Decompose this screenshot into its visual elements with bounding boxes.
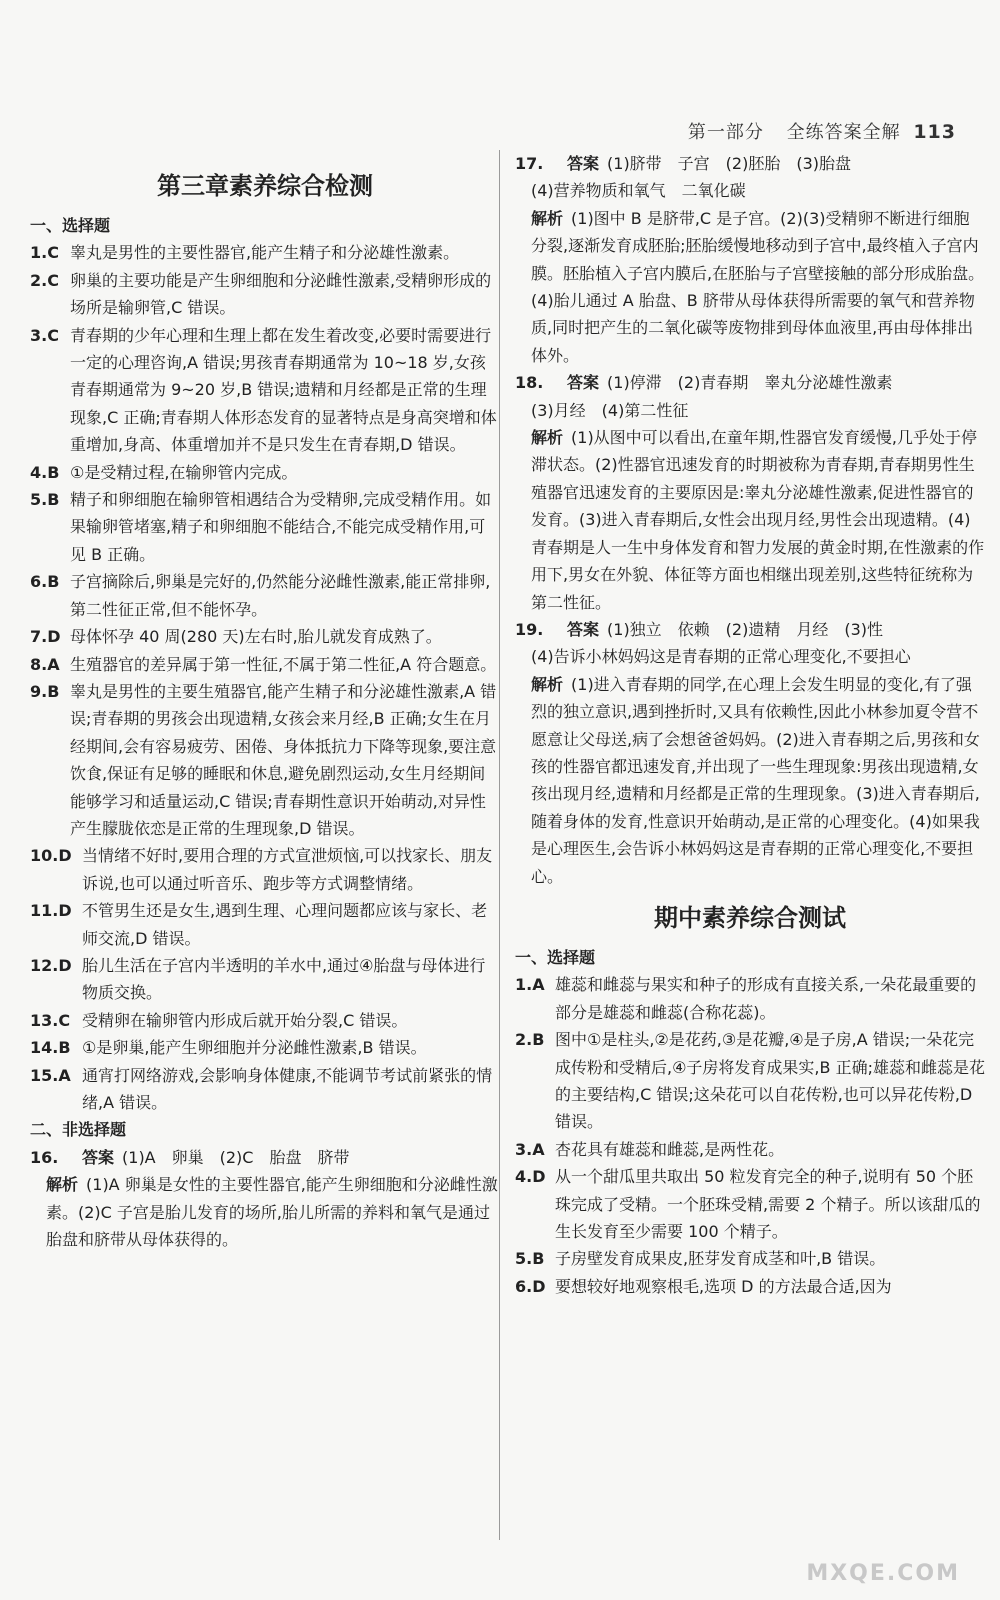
answer-continuation: (4)营养物质和氧气 二氧化碳	[531, 181, 746, 201]
section-heading-nonchoice: 二、非选择题	[30, 1120, 127, 1140]
answer-text: (1)停滞 (2)青春期 睾丸分泌雄性激素	[607, 373, 893, 393]
item-text: 精子和卵细胞在输卵管相遇结合为受精卵,完成受精作用。如果输卵管堵塞,精子和卵细胞不能结合,不能完成受精作用,可见 B 正确。	[70, 490, 492, 564]
item-number: 15.A	[30, 1065, 71, 1085]
item-number: 2.C	[30, 270, 59, 290]
item-text: 受精卵在输卵管内形成后就开始分裂,C 错误。	[82, 1010, 408, 1030]
item-number: 17.	[515, 154, 544, 173]
answer-item	[30, 623, 500, 650]
answer-item	[30, 678, 500, 842]
answer-text: (1)脐带 子宫 (2)胚胎 (3)胎盘	[607, 154, 852, 173]
question-16	[30, 1144, 500, 1171]
item-text: 生殖器官的差异属于第一性征,不属于第二性征,A 符合题意。	[70, 654, 497, 674]
item-number: 8.A	[30, 654, 60, 674]
section-heading-choice: 一、选择题	[30, 216, 111, 235]
analysis-block	[515, 671, 985, 890]
item-number: 12.D	[30, 955, 72, 975]
item-text: 睾丸是男性的主要生殖器官,能产生精子和分泌雄性激素,A 错误;青春期的男孩会出现遗精,女孩会来月经,B 正确;女生在月经期间,会有容易疲劳、困倦、身体抵抗力下降等现象,要注意饮食,保证有足够的睡眠和休息,避免剧烈运动,女生月经期间能够学习和适量运动,C 错误;青春期性意识开始萌动,对异性产生朦胧依恋是正常的生理现象,D 错误。	[70, 681, 497, 838]
answer-item	[30, 267, 500, 322]
answer-item	[30, 568, 500, 623]
answer-item	[515, 1163, 985, 1245]
answer-item	[30, 459, 500, 486]
item-number: 14.B	[30, 1038, 71, 1058]
header-part: 第一部分	[687, 122, 764, 143]
item-number: 5.B	[30, 490, 60, 510]
analysis-label: 解析	[531, 208, 564, 228]
analysis-block	[515, 205, 985, 369]
right-column	[515, 150, 985, 1300]
item-text: 胎儿生活在子宫内半透明的羊水中,通过④胎盘与母体进行物质交换。	[82, 955, 486, 1003]
midterm-test-title: 期中素养综合测试	[654, 903, 846, 932]
watermark: MXQE.COM	[806, 1561, 960, 1586]
question-17	[515, 150, 985, 177]
item-text: 杏花具有雄蕊和雌蕊,是两性花。	[555, 1139, 785, 1159]
item-number: 1.A	[515, 975, 545, 995]
analysis-text: (1)进入青春期的同学,在心理上会发生明显的变化,有了强烈的独立意识,遇到挫折时,又具有依赖性,因此小林参加夏令营不愿意让父母送,病了会想爸爸妈妈。(2)进入青春期之后,男孩和女孩的性器官都迅速发育,并出现了一些生理现象:男孩出现遗精,女孩出现月经,遗精和月经都是正常的生理现象。(3)进入青春期后,随着身体的发育,性意识开始萌动,是正常的心理变化。(4)如果我是心理医生,会告诉小林妈妈这是青春期的正常心理变化,不要担心。	[531, 674, 980, 886]
item-text: 子房壁发育成果皮,胚芽发育成茎和叶,B 错误。	[555, 1249, 886, 1269]
item-text: 雄蕊和雌蕊与果实和种子的形成有直接关系,一朵花最重要的部分是雄蕊和雌蕊(合称花蕊)。	[555, 975, 977, 1022]
analysis-label: 解析	[531, 674, 564, 694]
item-number: 10.D	[30, 846, 72, 866]
item-number: 13.C	[30, 1010, 71, 1030]
answer-label: 答案	[567, 154, 600, 173]
answer-item	[515, 1026, 985, 1136]
answer-text: (1)独立 依赖 (2)遗精 月经 (3)性	[607, 619, 884, 639]
item-text: 通宵打网络游戏,会影响身体健康,不能调节考试前紧张的情绪,A 错误。	[82, 1065, 493, 1112]
answer-text: (1)A 卵巢 (2)C 胎盘 脐带	[122, 1147, 350, 1167]
answer-label: 答案	[82, 1147, 115, 1167]
item-text: 子宫摘除后,卵巢是完好的,仍然能分泌雌性激素,能正常排卵,第二性征正常,但不能怀孕。	[70, 572, 491, 619]
item-text: 从一个甜瓜里共取出 50 粒发育完全的种子,说明有 50 个胚珠完成了受精。一个胚珠受精,需要 2 个精子。所以该甜瓜的生长发育至少需要 100 个精子。	[555, 1167, 981, 1242]
answer-item	[30, 1034, 500, 1061]
item-number: 9.B	[30, 681, 60, 701]
answer-item	[30, 322, 500, 459]
answer-item	[30, 1062, 500, 1117]
item-text: ①是受精过程,在输卵管内完成。	[70, 462, 298, 482]
item-number: 16.	[30, 1147, 59, 1167]
header-book: 全练答案全解	[786, 122, 901, 143]
analysis-text: (1)图中 B 是脐带,C 是子宫。(2)(3)受精卵不断进行细胞分裂,逐渐发育成胚胎;胚胎缓慢地移动到子宫中,最终植入子宫内膜。胚胎植入子宫内膜后,在胚胎与子宫壁接触的部分形成胎盘。(4)胎儿通过 A 胎盘、B 脐带从母体获得所需要的氧气和营养物质,同时把产生的二氧化碳等废物排到母体血液里,再由母体排出体外。	[531, 208, 985, 365]
analysis-label: 解析	[531, 428, 564, 448]
answer-continuation: (4)告诉小林妈妈这是青春期的正常心理变化,不要担心	[531, 647, 911, 667]
item-number: 18.	[515, 373, 544, 393]
analysis-label: 解析	[46, 1175, 79, 1195]
item-number: 4.B	[30, 462, 60, 482]
item-text: 要想较好地观察根毛,选项 D 的方法最合适,因为	[555, 1276, 892, 1296]
answer-continuation: (3)月经 (4)第二性征	[531, 400, 689, 420]
answer-item	[30, 952, 500, 1007]
answer-item	[515, 1136, 985, 1163]
item-number: 3.C	[30, 325, 59, 345]
answer-item	[30, 897, 500, 952]
item-number: 1.C	[30, 243, 59, 263]
analysis-block	[30, 1171, 500, 1253]
answer-label: 答案	[567, 619, 600, 639]
item-text: 睾丸是男性的主要性器官,能产生精子和分泌雄性激素。	[70, 243, 460, 263]
answer-item	[515, 1245, 985, 1272]
item-text: 卵巢的主要功能是产生卵细胞和分泌雌性激素,受精卵形成的场所是输卵管,C 错误。	[70, 270, 492, 318]
item-number: 11.D	[30, 901, 72, 921]
item-text: 不管男生还是女生,遇到生理、心理问题都应该与家长、老师交流,D 错误。	[82, 901, 488, 948]
answer-item	[30, 651, 500, 678]
answer-label: 答案	[567, 373, 600, 393]
chapter-test-title: 第三章素养综合检测	[157, 172, 373, 200]
item-number: 5.B	[515, 1249, 545, 1269]
page-number: 113	[913, 121, 956, 143]
analysis-text: (1)从图中可以看出,在童年期,性器官发育缓慢,几乎处于停滞状态。(2)性器官迅速发育的时期被称为青春期,青春期男性生殖器官迅速发育的主要原因是:睾丸分泌雄性激素,促进性器官的发育。(3)进入青春期后,女性会出现月经,男性会出现遗精。(4)青春期是人一生中身体发育和智力发展的黄金时期,在性激素的作用下,男女在外貌、体征等方面也相继出现差别,这些特征统称为第二性征。	[531, 428, 985, 612]
section-heading-choice: 一、选择题	[515, 947, 596, 967]
question-18	[515, 369, 985, 396]
answer-item	[515, 971, 985, 1026]
item-number: 2.B	[515, 1030, 545, 1050]
item-text: 当情绪不好时,要用合理的方式宣泄烦恼,可以找家长、朋友诉说,也可以通过听音乐、跑步等方式调整情绪。	[82, 846, 493, 893]
running-header	[688, 118, 956, 144]
answer-item	[30, 486, 500, 568]
item-number: 6.B	[30, 572, 60, 592]
left-column	[30, 150, 500, 1253]
item-text: ①是卵巢,能产生卵细胞并分泌雌性激素,B 错误。	[82, 1038, 427, 1058]
analysis-text: (1)A 卵巢是女性的主要性器官,能产生卵细胞和分泌雌性激素。(2)C 子宫是胎儿发育的场所,胎儿所需的养料和氧气是通过胎盘和脐带从母体获得的。	[46, 1175, 498, 1250]
item-text: 图中①是柱头,②是花药,③是花瓣,④是子房,A 错误;一朵花完成传粉和受精后,④子房将发育成果实,B 正确;雄蕊和雌蕊是花的主要结构,C 错误;这朵花可以自花传粉,也可以异花传粉,D 错误。	[555, 1030, 985, 1132]
item-number: 7.D	[30, 627, 61, 647]
item-number: 19.	[515, 619, 544, 639]
answer-item	[30, 1007, 500, 1034]
item-number: 6.D	[515, 1276, 546, 1296]
item-text: 青春期的少年心理和生理上都在发生着改变,必要时需要进行一定的心理咨询,A 错误;男孩青春期通常为 10~18 岁,女孩青春期通常为 9~20 岁,B 错误;遗精和月经都是正常的生理现象,C 正确;青春期人体形态发育的显著特点是身高突增和体重增加,身高、体重增加并不是只发生在青春期,D 错误。	[70, 325, 497, 455]
question-19	[515, 616, 985, 643]
item-number: 3.A	[515, 1139, 545, 1159]
analysis-block	[515, 424, 985, 616]
answer-item	[30, 842, 500, 897]
item-text: 母体怀孕 40 周(280 天)左右时,胎儿就发育成熟了。	[70, 627, 442, 647]
answer-item	[30, 239, 500, 266]
item-number: 4.D	[515, 1167, 546, 1187]
answer-item	[515, 1273, 985, 1300]
